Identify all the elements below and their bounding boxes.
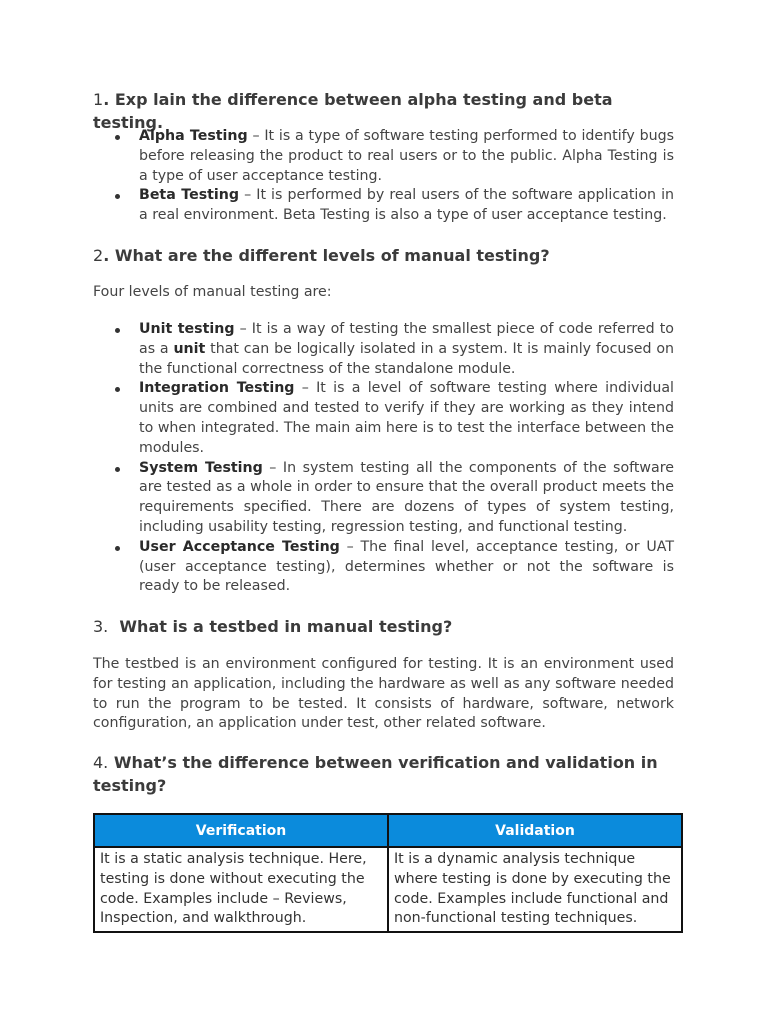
question-2-number: 2 <box>93 246 104 265</box>
question-2-list <box>93 320 674 597</box>
list-item-desc: – It is a way of testing the smallest piece of code referred to as a <box>139 321 674 357</box>
list-item-desc: – It is performed by real users of the software application in a real environment. Beta Testing is also a type of user acceptance testing. <box>139 187 674 224</box>
list-item <box>93 127 674 186</box>
table-cell-validation: It is a dynamic analysis technique where testing is done by executing the code. Examples include functional and non-functional testing techniques. <box>388 847 682 932</box>
list-item-term: Integration Testing <box>139 380 295 397</box>
list-item-term: Unit testing <box>139 321 235 337</box>
question-4-text: What’s the difference between verification and validation in testing? <box>93 753 658 795</box>
list-item-desc: – It is a type of software testing performed to identify bugs before releasing the product to real users or to the public. Alpha Testing is a type of user acceptance testing. <box>139 128 674 184</box>
table-header-verification: Verification <box>94 814 388 847</box>
bullet-icon <box>115 467 120 472</box>
question-1-number: 1 <box>93 90 104 109</box>
question-4-number: 4. <box>93 753 109 772</box>
list-item-desc: that can be logically isolated in a system. It is mainly focused on the functional correctness of the standalone module. <box>139 340 674 377</box>
bullet-icon <box>115 194 120 199</box>
table-header-row <box>94 814 682 847</box>
bullet-icon <box>115 546 120 551</box>
list-item <box>93 379 674 458</box>
question-1-list <box>93 127 674 226</box>
question-2-heading <box>93 244 683 267</box>
list-item-term: System Testing <box>139 459 263 476</box>
list-item-desc: – The final level, acceptance testing, or UAT (user acceptance testing), determines whether or not the software is ready to be released. <box>139 538 674 595</box>
list-item-term: Beta Testing <box>139 187 240 204</box>
question-4-heading <box>93 751 683 797</box>
question-1-text: . Exp lain the difference between alpha testing and beta testing. <box>93 90 613 132</box>
list-item-desc: – It is a level of software testing where individual units are combined and tested to verify if they are working as they intend to when integrated. The main aim here is to test the interface between the modules. <box>139 380 674 456</box>
question-3-body: The testbed is an environment configured for testing. It is an environment used for testing an application, including the hardware as well as any software needed to run the program to be tested. It consists of hardware, software, network configuration, an application under test, other related software. <box>93 656 674 732</box>
bullet-icon <box>115 387 120 392</box>
comparison-table <box>93 813 683 933</box>
question-3-number: 3. <box>93 617 109 636</box>
list-item <box>93 538 674 597</box>
table-header-validation: Validation <box>388 814 682 847</box>
bullet-icon <box>115 328 120 333</box>
list-item-term: User Acceptance Testing <box>139 538 340 555</box>
bullet-icon <box>115 135 120 140</box>
table-row <box>94 847 682 932</box>
list-item-term: Alpha Testing <box>139 128 248 144</box>
question-3-text: What is a testbed in manual testing? <box>119 617 453 636</box>
table-cell-verification: It is a static analysis technique. Here, testing is done without executing the code. Examples include – Reviews, Inspection, and walkthrough. <box>94 847 388 932</box>
list-item-bold-word: unit <box>173 340 206 357</box>
question-2-text: . What are the different levels of manual testing? <box>103 246 550 265</box>
list-item <box>93 320 674 379</box>
list-item-desc: – In system testing all the components of the software are tested as a whole in order to ensure that the overall product meets the requirements specified. There are dozens of types of system testing, including usability testing, regression testing, and functional testing. <box>139 459 674 535</box>
list-item <box>93 459 674 538</box>
question-3-heading <box>93 615 683 638</box>
list-item <box>93 186 674 226</box>
question-2-intro: Four levels of manual testing are: <box>93 284 332 300</box>
